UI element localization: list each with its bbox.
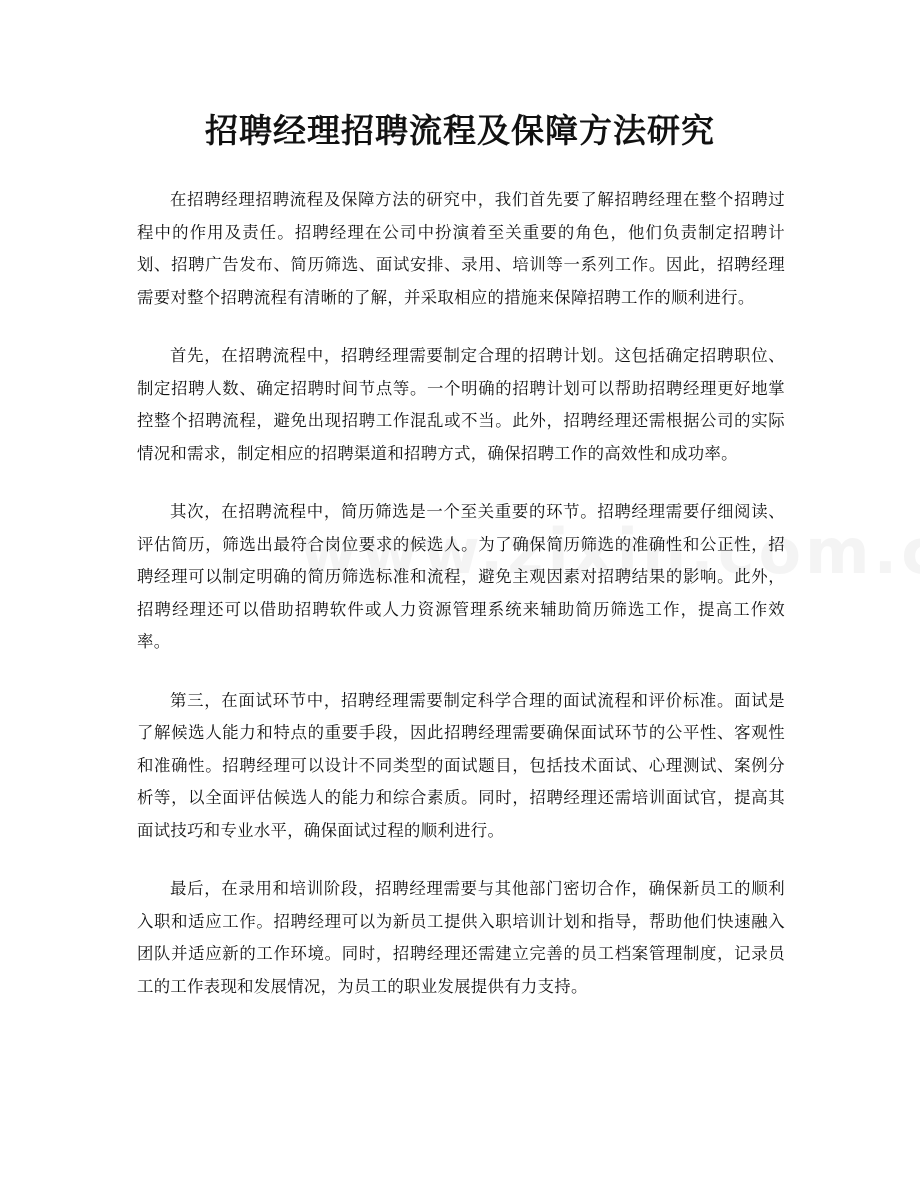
document-title: 招聘经理招聘流程及保障方法研究 [205,111,715,150]
paragraph-3: 其次，在招聘流程中，简历筛选是一个至关重要的环节。招聘经理需要仔细阅读、评估简历，筛选出最符合岗位要求的候选人。为了确保简历筛选的准确性和公正性，招聘经理可以制定明确的简历筛选标准和流程，避免主观因素对招聘结果的影响。此外，招聘经理还可以借助招聘软件或人力资源管理系统来辅助简历筛选工作，提高工作效率。 [137,502,785,651]
document-body [137,184,785,1029]
paragraph-4: 第三，在面试环节中，招聘经理需要制定科学合理的面试流程和评价标准。面试是了解候选人能力和特点的重要手段，因此招聘经理需要确保面试环节的公平性、客观性和准确性。招聘经理可以设计不同类型的面试题目，包括技术面试、心理测试、案例分析等，以全面评估候选人的能力和综合素质。同时，招聘经理还需培训面试官，提高其面试技巧和专业水平，确保面试过程的顺利进行。 [137,690,785,840]
paragraph-5: 最后，在录用和培训阶段，招聘经理需要与其他部门密切合作，确保新员工的顺利入职和适应工作。招聘经理可以为新员工提供入职培训计划和指导，帮助他们快速融入团队并适应新的工作环境。同时，招聘经理还需建立完善的员工档案管理制度，记录员工的工作表现和发展情况，为员工的职业发展提供有力支持。 [137,879,785,996]
paragraph-1: 在招聘经理招聘流程及保障方法的研究中，我们首先要了解招聘经理在整个招聘过程中的作用及责任。招聘经理在公司中扮演着至关重要的角色，他们负责制定招聘计划、招聘广告发布、简历筛选、面试安排、录用、培训等一系列工作。因此，招聘经理需要对整个招聘流程有清晰的了解，并采取相应的措施来保障招聘工作的顺利进行。 [137,190,785,307]
paragraph-2: 首先，在招聘流程中，招聘经理需要制定合理的招聘计划。这包括确定招聘职位、制定招聘人数、确定招聘时间节点等。一个明确的招聘计划可以帮助招聘经理更好地掌控整个招聘流程，避免出现招聘工作混乱或不当。此外，招聘经理还需根据公司的实际情况和需求，制定相应的招聘渠道和招聘方式，确保招聘工作的高效性和成功率。 [137,346,785,463]
